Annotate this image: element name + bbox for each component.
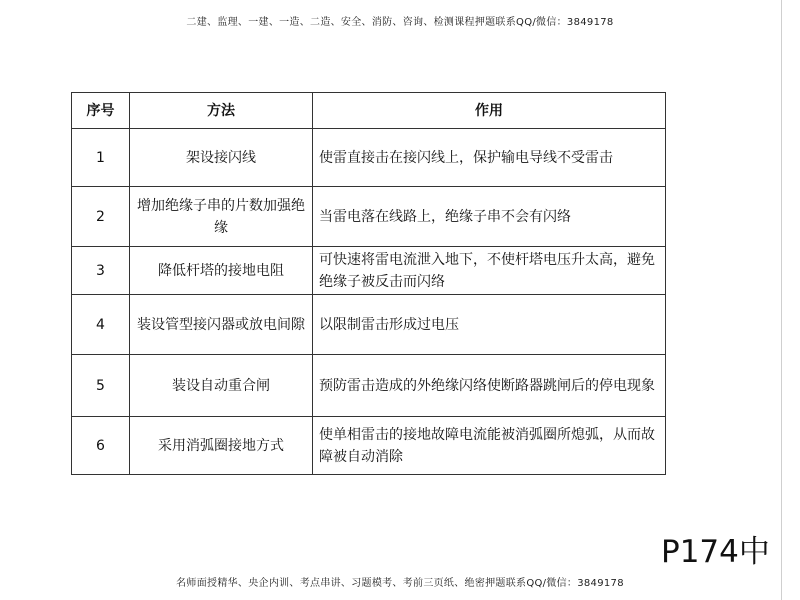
table-row — [72, 295, 666, 355]
header-effect: 作用 — [313, 93, 666, 129]
row-no: 2 — [72, 187, 130, 247]
table-row — [72, 129, 666, 187]
header-note: 二建、监理、一建、一造、二造、安全、消防、咨询、检测课程押题联系QQ/微信：3849178 — [186, 17, 614, 28]
header-method: 方法 — [130, 93, 313, 129]
footer-note: 名师面授精华、央企内训、考点串讲、习题模考、考前三页纸、绝密押题联系QQ/微信：3849178 — [176, 578, 624, 589]
row-effect: 可快速将雷电流泄入地下，不使杆塔电压升太高，避免绝缘子被反击而闪络 — [313, 247, 666, 295]
table-row — [72, 355, 666, 417]
row-no: 5 — [72, 355, 130, 417]
header-no: 序号 — [72, 93, 130, 129]
table-row — [72, 247, 666, 295]
row-method: 降低杆塔的接地电阻 — [130, 247, 313, 295]
row-effect: 使单相雷击的接地故障电流能被消弧圈所熄弧，从而故障被自动消除 — [313, 417, 666, 475]
row-method: 装设自动重合闸 — [130, 355, 313, 417]
row-method: 装设管型接闪器或放电间隙 — [130, 295, 313, 355]
page-reference: P174中 — [661, 534, 770, 570]
row-method: 架设接闪线 — [130, 129, 313, 187]
table-row — [72, 187, 666, 247]
row-method: 采用消弧圈接地方式 — [130, 417, 313, 475]
row-no: 3 — [72, 247, 130, 295]
row-method: 增加绝缘子串的片数加强绝缘 — [130, 187, 313, 247]
page-edge-divider — [781, 0, 782, 600]
table-row — [72, 417, 666, 475]
row-effect: 当雷电落在线路上，绝缘子串不会有闪络 — [313, 187, 666, 247]
row-no: 4 — [72, 295, 130, 355]
row-no: 6 — [72, 417, 130, 475]
row-effect: 使雷直接击在接闪线上，保护输电导线不受雷击 — [313, 129, 666, 187]
lightning-protection-table — [71, 92, 666, 475]
table-header-row — [72, 93, 666, 129]
row-effect: 预防雷击造成的外绝缘闪络使断路器跳闸后的停电现象 — [313, 355, 666, 417]
row-effect: 以限制雷击形成过电压 — [313, 295, 666, 355]
row-no: 1 — [72, 129, 130, 187]
